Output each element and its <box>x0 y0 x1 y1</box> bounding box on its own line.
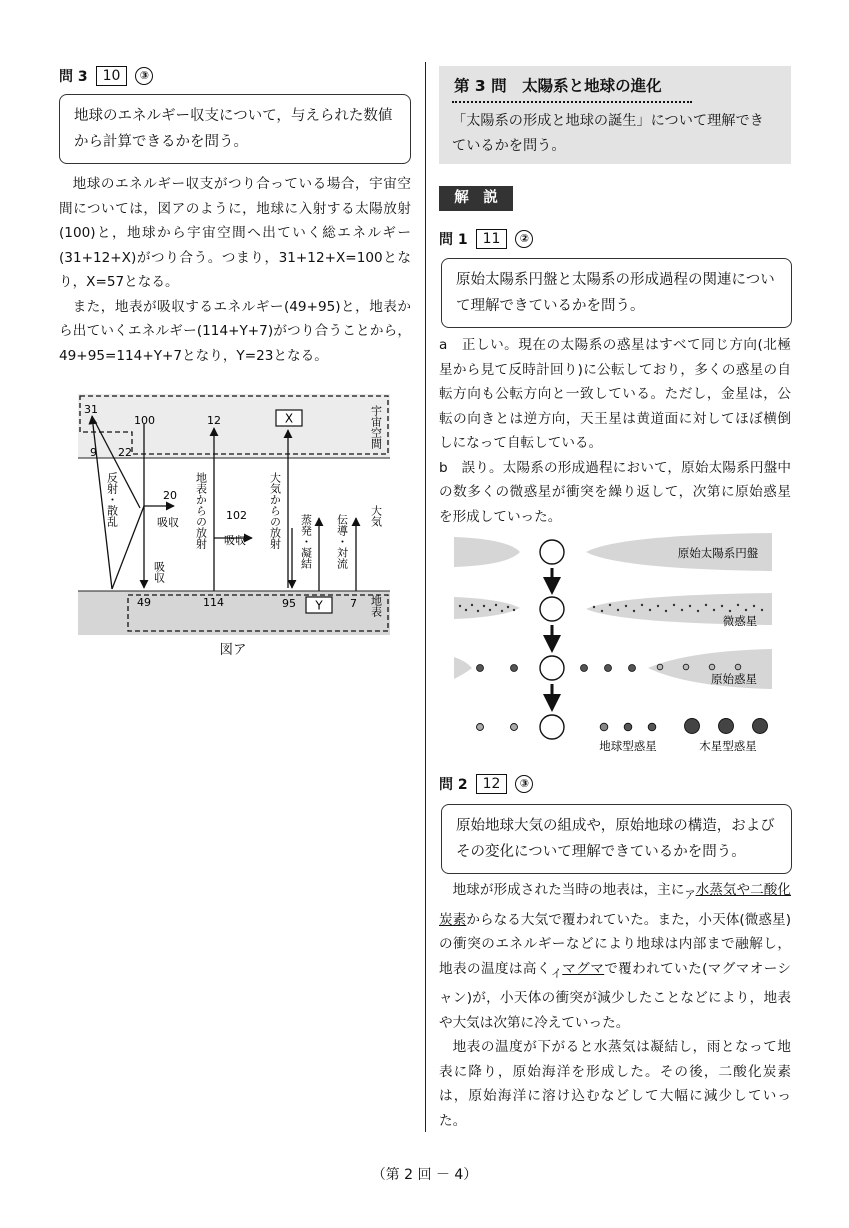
proto-sun-2 <box>540 597 564 621</box>
label-terrestrial-planets: 地球型惑星 <box>599 739 657 753</box>
q3-heading <box>59 66 153 86</box>
label-conduction: 伝導・対流 <box>335 514 349 569</box>
q1-aim-text: 原始太陽系円盤と太陽系の形成過程の関連について理解できているかを問う。 <box>456 272 775 314</box>
left-explanation <box>59 172 411 368</box>
box-y-label: Y <box>315 598 323 613</box>
value-114: 114 <box>203 596 224 609</box>
sun <box>540 715 564 739</box>
value-22: 22 <box>118 446 132 459</box>
value-12: 12 <box>207 414 221 427</box>
q3-answer-choice: ③ <box>135 67 153 85</box>
label-absorb-102: 吸収 <box>224 534 246 547</box>
label-disk: 原始太陽系円盤 <box>677 546 759 560</box>
q3-label: 問 3 <box>59 69 88 85</box>
label-protoplanet: 原始惑星 <box>711 672 757 686</box>
label-atmos-radiation: 大気からの放射 <box>268 472 282 549</box>
q3-aim-box <box>59 94 411 164</box>
value-20: 20 <box>163 489 177 502</box>
value-100: 100 <box>134 414 155 427</box>
figure-caption: 図ア <box>219 642 247 658</box>
value-9: 9 <box>90 446 97 459</box>
label-evaporation: 蒸発・凝結 <box>299 514 313 569</box>
left-para-2: また，地表が吸収するエネルギー(49+95)と，地表から出ていくエネルギー(114+Y+7)がつり合うことから，49+95=114+Y+7となり，Y=23となる。 <box>59 298 411 364</box>
q2-explanation <box>439 878 791 1133</box>
q2-para-2: 地表の温度が下がると水蒸気は凝結し，雨となって地表に降り，原始海洋を形成した。その後，二酸化炭素は，原始海洋に溶け込むなどして大幅に減少していった。 <box>439 1039 791 1129</box>
underline-i: マグマ <box>562 960 605 977</box>
q2-aim-box <box>441 804 792 874</box>
q1-label: 問 1 <box>439 232 468 248</box>
statement-b: b 誤り。太陽系の形成過程において，原始太陽系円盤中の数多くの微惑星が衝突を繰り返して，次第に原始惑星を形成していった。 <box>439 459 791 525</box>
q1-answer-number: 11 <box>476 229 508 249</box>
q2-para-1-a: 地球が形成された当時の地表は，主に <box>452 882 685 898</box>
value-49: 49 <box>137 596 151 609</box>
q2-answer-number: 12 <box>476 774 508 794</box>
disk-left-2 <box>454 597 520 619</box>
page-footer: （第 2 回 － 4） <box>371 1167 478 1183</box>
label-space: 宇宙空間 <box>369 405 383 449</box>
planet-dots <box>477 719 768 734</box>
q3-answer-number: 10 <box>96 66 128 86</box>
column-divider <box>425 62 426 1132</box>
ground-band <box>78 591 390 635</box>
underline-a: 水蒸気や二酸化炭素 <box>439 882 792 928</box>
value-102: 102 <box>226 509 247 522</box>
statement-a: a 正しい。現在の太陽系の惑星はすべて同じ方向(北極星から見て反時計回り)に公転しており，多くの惑星の自転方向も公転方向と一致している。ただし，金星は，公転の向きとは逆方向，天王星は黄道面に対してほぼ横倒しになって自転している。 <box>439 337 791 451</box>
mark-a: ア <box>684 888 696 901</box>
disk-left-3 <box>454 657 472 679</box>
section-header <box>439 66 791 164</box>
solar-system-formation-diagram <box>448 531 778 759</box>
label-absorb-ground: 吸収 <box>152 561 166 583</box>
left-para-1: 地球のエネルギー収支がつり合っている場合，宇宙空間については，図アのように，地球に入射する太陽放射(100)と，地球から宇宙空間へ出ていく総エネルギー(31+12+X)がつり合う。つまり，31+12+X=100となり，X=57となる。 <box>59 176 411 290</box>
q2-label: 問 2 <box>439 777 468 793</box>
q1-heading <box>439 229 533 249</box>
value-31: 31 <box>84 403 98 416</box>
label-absorb-20: 吸収 <box>157 516 179 529</box>
value-7: 7 <box>350 597 357 610</box>
label-jovian-planets: 木星型惑星 <box>699 739 757 753</box>
label-reflect-scatter: 反射・散乱 <box>105 472 119 527</box>
box-x-label: X <box>284 411 294 426</box>
q2-para-1-c: で覆われていた(マグマオーシャン)が，小天体の衝突が減少したことなどにより，地表や大気は次第に冷えていった。 <box>439 960 792 1031</box>
value-95: 95 <box>282 597 296 610</box>
q1-explanation <box>439 333 791 529</box>
q2-answer-choice: ③ <box>515 775 533 793</box>
q2-para-1 <box>439 878 791 1035</box>
kaisetsu-label: 解 説 <box>439 186 513 211</box>
q2-aim-text: 原始地球大気の組成や，原始地球の構造，およびその変化について理解できているかを問う。 <box>456 818 775 860</box>
proto-sun-1 <box>540 540 564 564</box>
title-dotted-underline <box>452 101 692 103</box>
label-ground-radiation: 地表からの放射 <box>194 472 208 549</box>
section-description: 「太陽系の形成と地球の誕生」について理解できているかを問う。 <box>452 113 764 154</box>
q2-para-1-b: からなる大気で覆われていた。また，小天体(微惑星)の衝突のエネルギーなどにより地球は内部まで融解し，地表の温度は高く <box>439 911 792 977</box>
q1-aim-box <box>441 258 792 328</box>
label-ground: 地表 <box>369 595 383 617</box>
disk-left-1 <box>454 537 520 567</box>
proto-sun-3 <box>540 656 564 680</box>
label-atmosphere: 大気 <box>369 505 383 527</box>
mark-i: イ <box>550 966 563 980</box>
label-planetesimal: 微惑星 <box>722 614 758 628</box>
q1-answer-choice: ② <box>515 230 533 248</box>
section-title: 第 3 問 太陽系と地球の進化 <box>454 77 662 95</box>
energy-balance-figure <box>70 388 400 664</box>
q3-aim-text: 地球のエネルギー収支について，与えられた数値から計算できるかを問う。 <box>74 108 393 150</box>
q2-heading <box>439 774 533 794</box>
